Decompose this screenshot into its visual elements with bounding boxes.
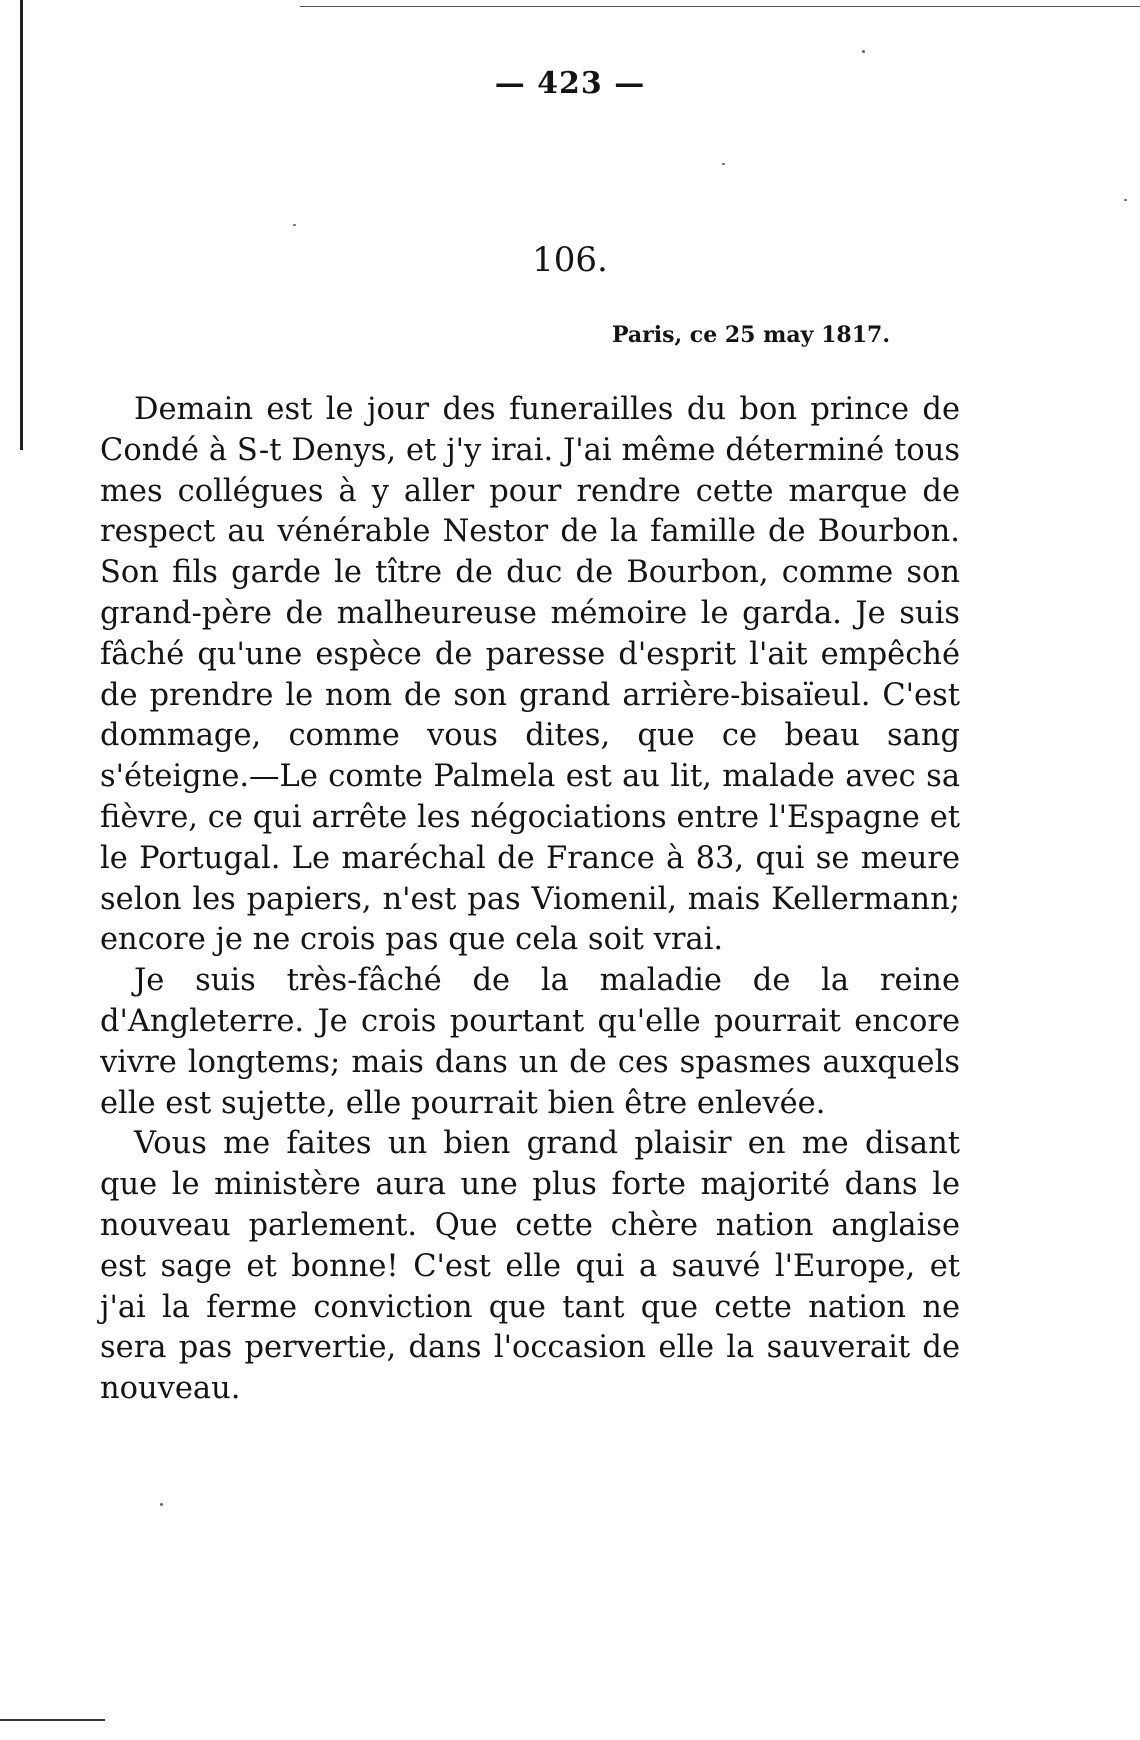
scan-speck	[293, 224, 296, 226]
scan-speck	[862, 50, 865, 53]
paragraph: Je suis très-fâché de la maladie de la reine d'Angleterre. Je crois pourtant qu'elle pourrait encore vivre longtems; mais dans un de ces spasmes auxquels elle est sujette, elle pourrait bien être enlevée.	[100, 963, 960, 1121]
scan-edge-bottom	[0, 1719, 105, 1721]
scan-speck	[1124, 199, 1127, 201]
letter-number: 106.	[532, 240, 608, 280]
page-number: — 423 —	[494, 66, 646, 101]
scan-speck	[722, 163, 725, 165]
paragraph: Demain est le jour des funerailles du bon prince de Condé à S-t Denys, et j'y irai. J'ai même déterminé tous mes collégues à y aller pour rendre cette marque de respect au vénérable Nestor de la famille de Bourbon. Son fils garde le tître de duc de Bourbon, comme son grand-père de malheureuse mémoire le garda. Je suis fâché qu'une espèce de paresse d'esprit l'ait empêché de prendre le nom de son grand arrière-bisaïeul. C'est dommage, comme vous dites, que ce beau sang s'éteigne.—Le comte Palmela est au lit, malade avec sa fièvre, ce qui arrête les négociations entre l'Espagne et le Portugal. Le maréchal de France à 83, qui se meure selon les papiers, n'est pas Viomenil, mais Kellermann; encore je ne crois pas que cela soit vrai.	[100, 392, 960, 958]
paragraph: Vous me faites un bien grand plaisir en me disant que le ministère aura une plus forte majorité dans le nouveau parlement. Que cette chère nation anglaise est sage et bonne! C'est elle qui a sauvé l'Europe, et j'ai la ferme conviction que tant que cette nation ne sera pas pervertie, dans l'occasion elle la sauverait de nouveau.	[100, 1126, 960, 1407]
dateline: Paris, ce 25 may 1817.	[611, 322, 890, 348]
scan-speck	[160, 1503, 163, 1506]
scan-edge-top	[300, 6, 1140, 7]
letter-body	[100, 390, 960, 1410]
